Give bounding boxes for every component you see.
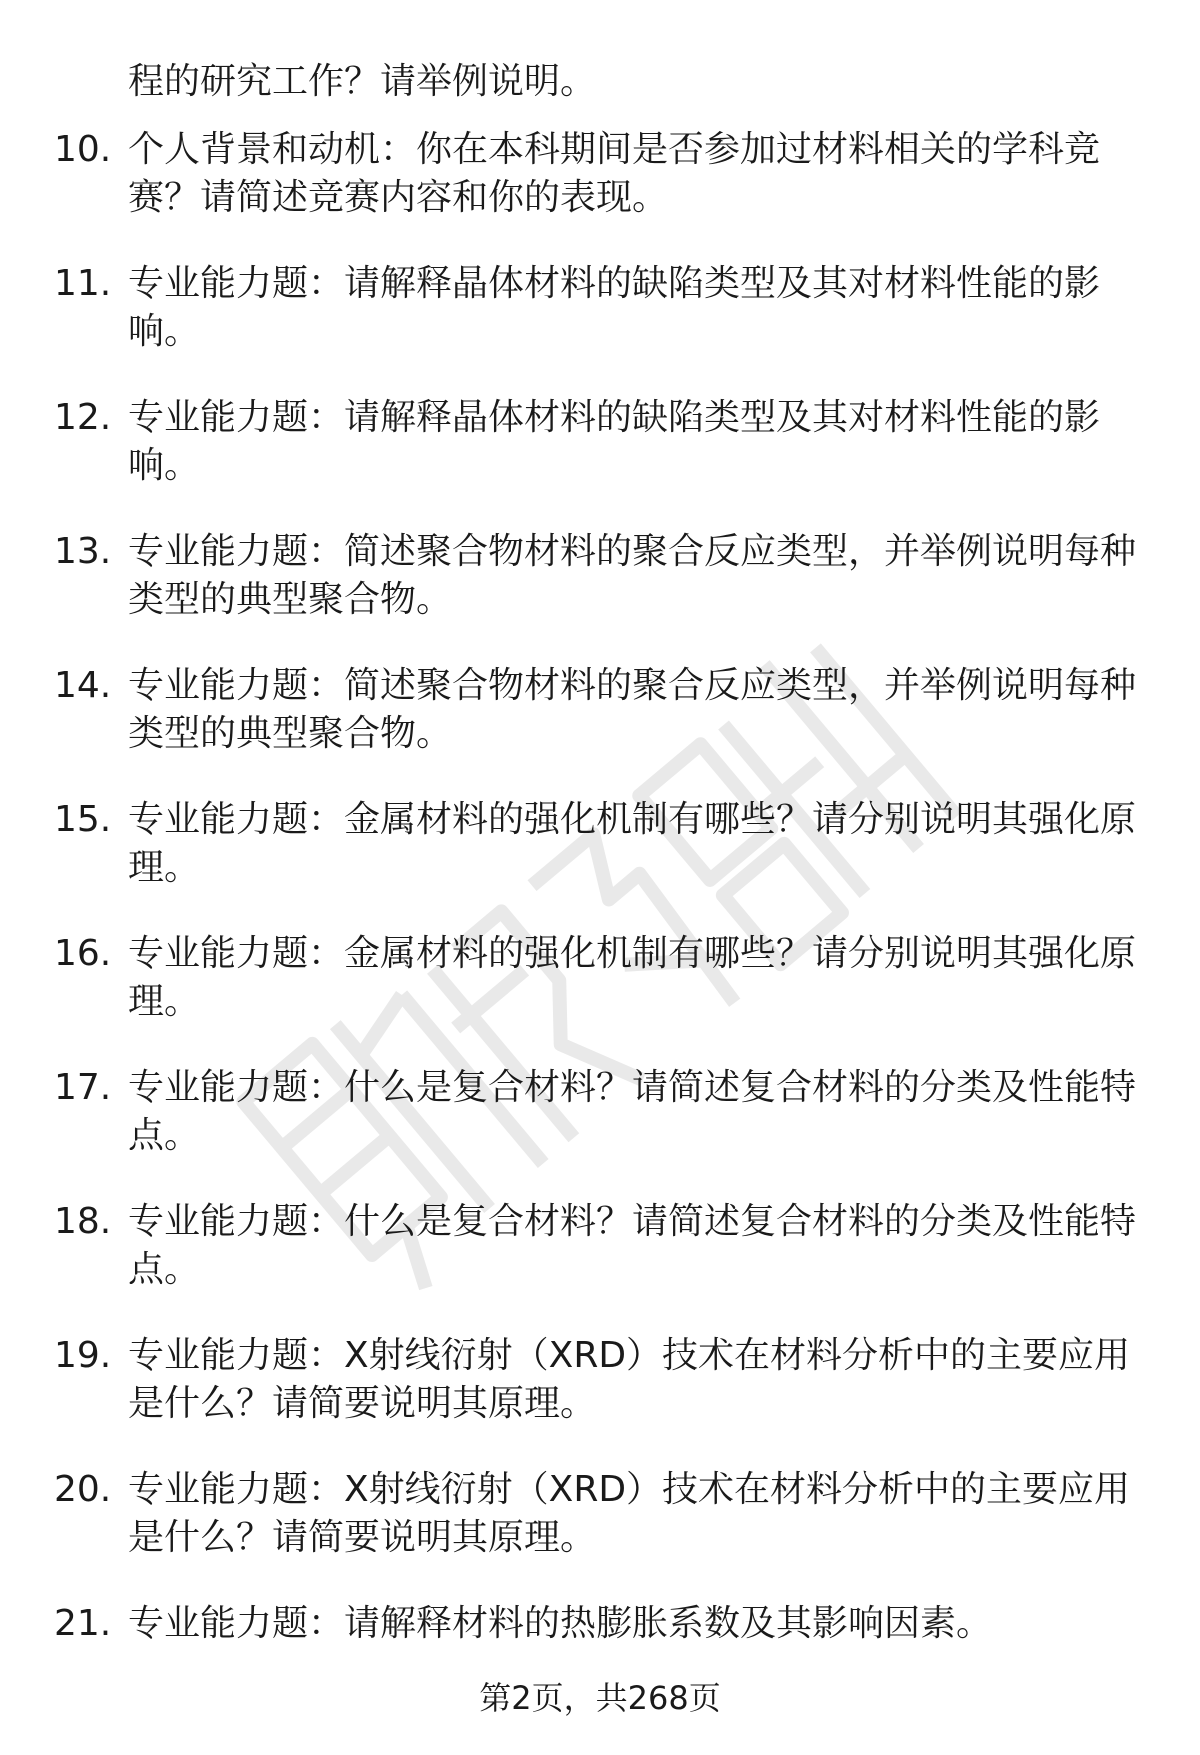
question-number: 14.: [54, 665, 112, 706]
question-number: 18.: [54, 1201, 112, 1242]
question-text: 专业能力题：金属材料的强化机制有哪些？请分别说明其强化原理。: [128, 933, 1137, 1022]
question-text: 专业能力题：金属材料的强化机制有哪些？请分别说明其强化原理。: [128, 799, 1137, 888]
list-item: [0, 528, 1200, 662]
question-text: 专业能力题：什么是复合材料？请简述复合材料的分类及性能特点。: [128, 1201, 1137, 1290]
question-number: 21.: [54, 1603, 112, 1644]
question-number: 11.: [54, 263, 112, 304]
question-text: 专业能力题：X射线衍射（XRD）技术在材料分析中的主要应用是什么？请简要说明其原理。: [128, 1335, 1131, 1424]
list-item: [0, 662, 1200, 796]
list-item: [0, 394, 1200, 528]
carry-over-text: 程的研究工作？请举例说明。: [128, 61, 597, 102]
question-number: 19.: [54, 1335, 112, 1376]
page-footer: 第2页，共268页: [479, 1679, 721, 1717]
list-item: [0, 796, 1200, 930]
question-number: 12.: [54, 397, 112, 438]
question-text: 专业能力题：X射线衍射（XRD）技术在材料分析中的主要应用是什么？请简要说明其原理。: [128, 1469, 1131, 1558]
question-number: 13.: [54, 531, 112, 572]
question-text: 专业能力题：请解释材料的热膨胀系数及其影响因素。: [128, 1603, 993, 1644]
question-number: 17.: [54, 1067, 112, 1108]
question-text: 专业能力题：简述聚合物材料的聚合反应类型，并举例说明每种类型的典型聚合物。: [128, 531, 1137, 620]
list-item: [0, 1466, 1200, 1600]
list-item: [0, 126, 1200, 260]
question-list: [0, 126, 1200, 1734]
question-number: 10.: [54, 129, 112, 170]
list-item: [0, 1332, 1200, 1466]
question-text: 个人背景和动机：你在本科期间是否参加过材料相关的学科竞赛？请简述竞赛内容和你的表现。: [128, 129, 1101, 218]
question-number: 15.: [54, 799, 112, 840]
list-item: [0, 930, 1200, 1064]
question-text: 专业能力题：请解释晶体材料的缺陷类型及其对材料性能的影响。: [128, 397, 1101, 486]
question-text: 专业能力题：简述聚合物材料的聚合反应类型，并举例说明每种类型的典型聚合物。: [128, 665, 1137, 754]
list-item: [0, 1064, 1200, 1198]
question-number: 20.: [54, 1469, 112, 1510]
question-number: 16.: [54, 933, 112, 974]
list-item: [0, 260, 1200, 394]
list-item: [0, 1198, 1200, 1332]
question-text: 专业能力题：请解释晶体材料的缺陷类型及其对材料性能的影响。: [128, 263, 1101, 352]
question-text: 专业能力题：什么是复合材料？请简述复合材料的分类及性能特点。: [128, 1067, 1137, 1156]
